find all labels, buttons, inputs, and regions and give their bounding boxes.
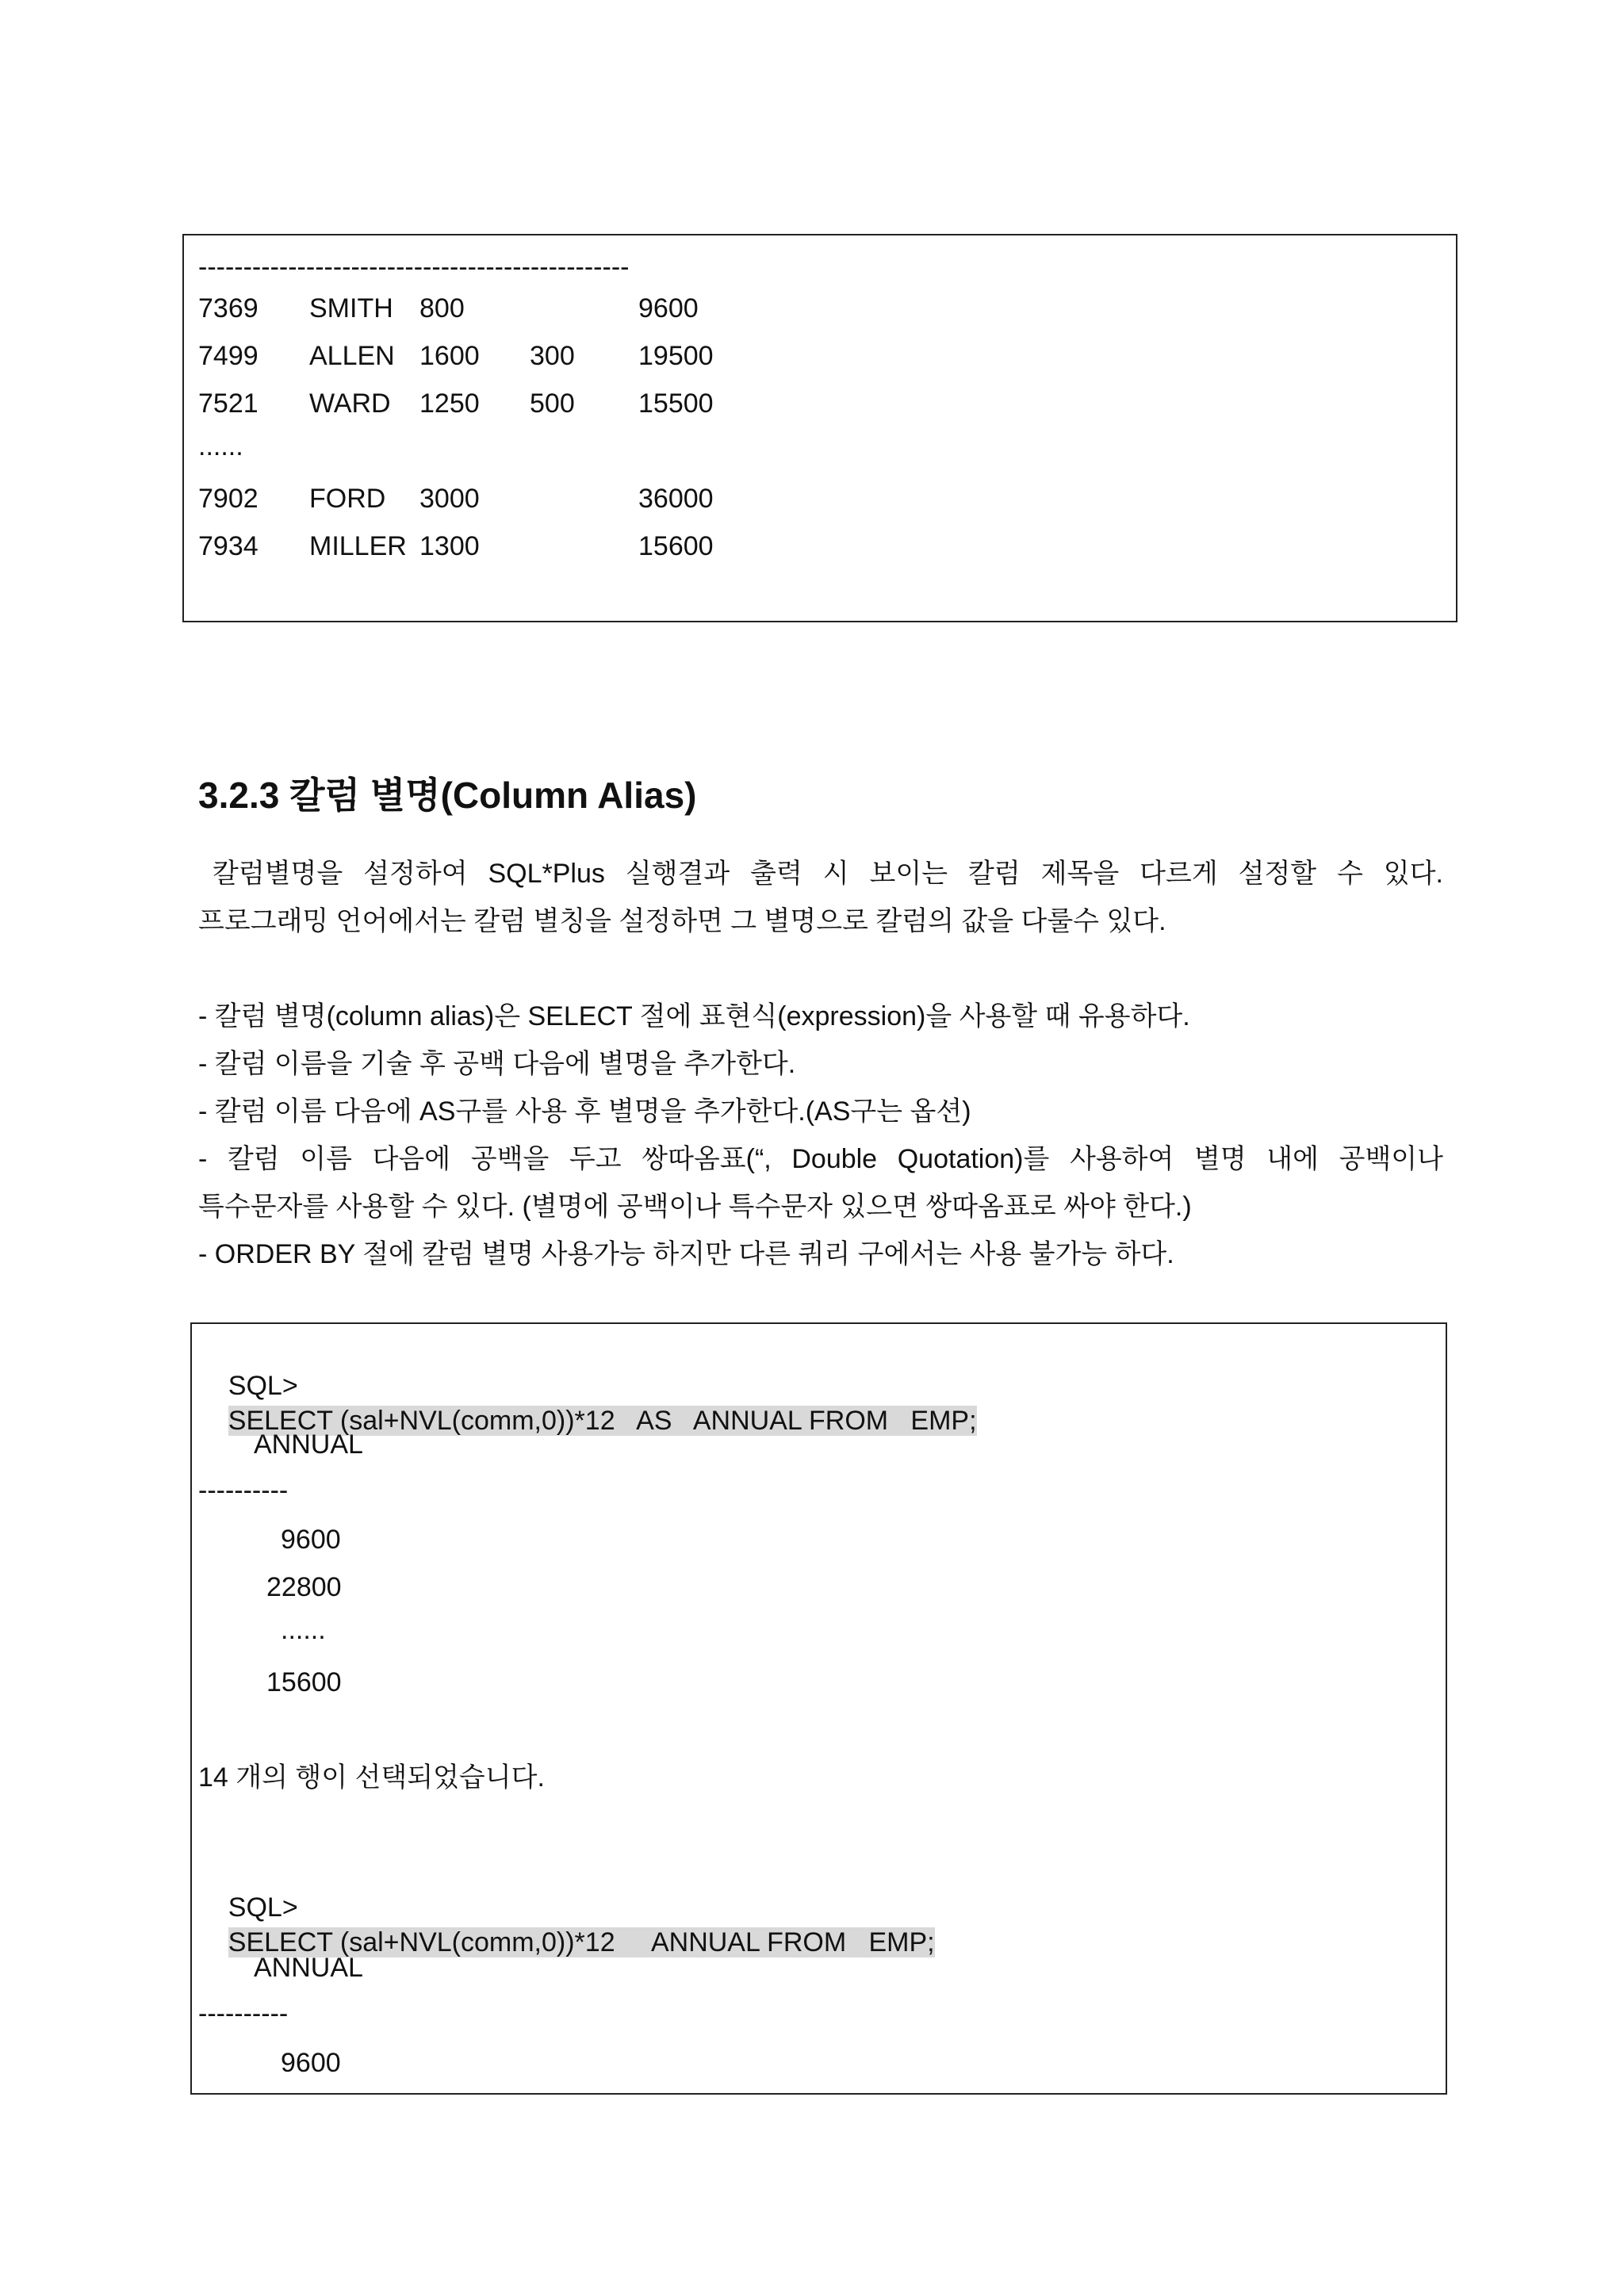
cell-ellipsis: ...... [198,431,243,461]
result-header-2: ANNUAL [254,1953,363,1983]
cell-ename: SMITH [309,293,393,323]
section-title: 3.2.3 칼럼 별명(Column Alias) [198,775,697,816]
bullet-5: - ORDER BY 절에 칼럼 별명 사용가능 하지만 다른 쿼리 구에서는 사용 불가능 하다. [198,1239,1174,1269]
result-value: 15600 [266,1667,342,1697]
bullet-1: - 칼럼 별명(column alias)은 SELECT 절에 표현식(expression)을 사용할 때 유용하다. [198,1001,1190,1031]
intro-line-1: 칼럼별명을 설정하여 SQL*Plus 실행결과 출력 시 보이는 칼럼 제목을 다르게 설정할 수 있다. [213,859,1443,889]
sql-example-box [190,1322,1447,2095]
bullet-2: - 칼럼 이름을 기술 후 공백 다음에 별명을 추가한다. [198,1049,796,1079]
sql-prompt-label: SQL> [228,1371,298,1401]
cell-annual: 19500 [638,341,714,371]
sql-query-2: SELECT (sal+NVL(comm,0))*12 ANNUAL FROM EMP; [228,1927,935,1957]
result-header-1: ANNUAL [254,1429,363,1460]
sql-query-1: SELECT (sal+NVL(comm,0))*12 AS ANNUAL FROM EMP; [228,1406,977,1436]
cell-sal: 1300 [419,531,480,561]
cell-comm: 500 [530,388,575,419]
result-value: 22800 [266,1572,342,1602]
intro-line-2: 프로그래밍 언어에서는 칼럼 별칭을 설정하면 그 별명으로 칼럼의 값을 다룰수 있다. [198,906,1166,936]
result-value: 9600 [281,1525,341,1555]
cell-empno: 7499 [198,341,259,371]
cell-empno: 7934 [198,531,259,561]
result-separator-2: ---------- [198,1999,289,2029]
sql-prompt-label: SQL> [228,1892,298,1923]
result-separator-1: ---------- [198,1475,289,1506]
result-separator: ------------------------------------------------ [198,252,630,282]
cell-sal: 1600 [419,341,480,371]
bullet-4-cont: 특수문자를 사용할 수 있다. (별명에 공백이나 특수문자 있으면 쌍따옴표로 싸야 한다.) [198,1192,1192,1222]
cell-comm: 300 [530,341,575,371]
rows-selected-message: 14 개의 행이 선택되었습니다. [198,1762,545,1793]
cell-ename: FORD [309,484,386,514]
cell-ename: MILLER [309,531,407,561]
cell-empno: 7369 [198,293,259,323]
cell-annual: 15600 [638,531,714,561]
bullet-4: - 칼럼 이름 다음에 공백을 두고 쌍따옴표(“, Double Quotation)를 사용하여 별명 내에 공백이나 [198,1144,1443,1174]
cell-annual: 9600 [638,293,699,323]
result-ellipsis: ...... [281,1615,326,1645]
cell-annual: 36000 [638,484,714,514]
cell-empno: 7521 [198,388,259,419]
query-result-box [182,234,1457,622]
bullet-3: - 칼럼 이름 다음에 AS구를 사용 후 별명을 추가한다.(AS구는 옵션) [198,1096,971,1127]
cell-empno: 7902 [198,484,259,514]
result-value: 9600 [281,2048,341,2078]
cell-ename: WARD [309,388,391,419]
cell-annual: 15500 [638,388,714,419]
cell-sal: 800 [419,293,465,323]
cell-sal: 3000 [419,484,480,514]
cell-ename: ALLEN [309,341,395,371]
cell-sal: 1250 [419,388,480,419]
